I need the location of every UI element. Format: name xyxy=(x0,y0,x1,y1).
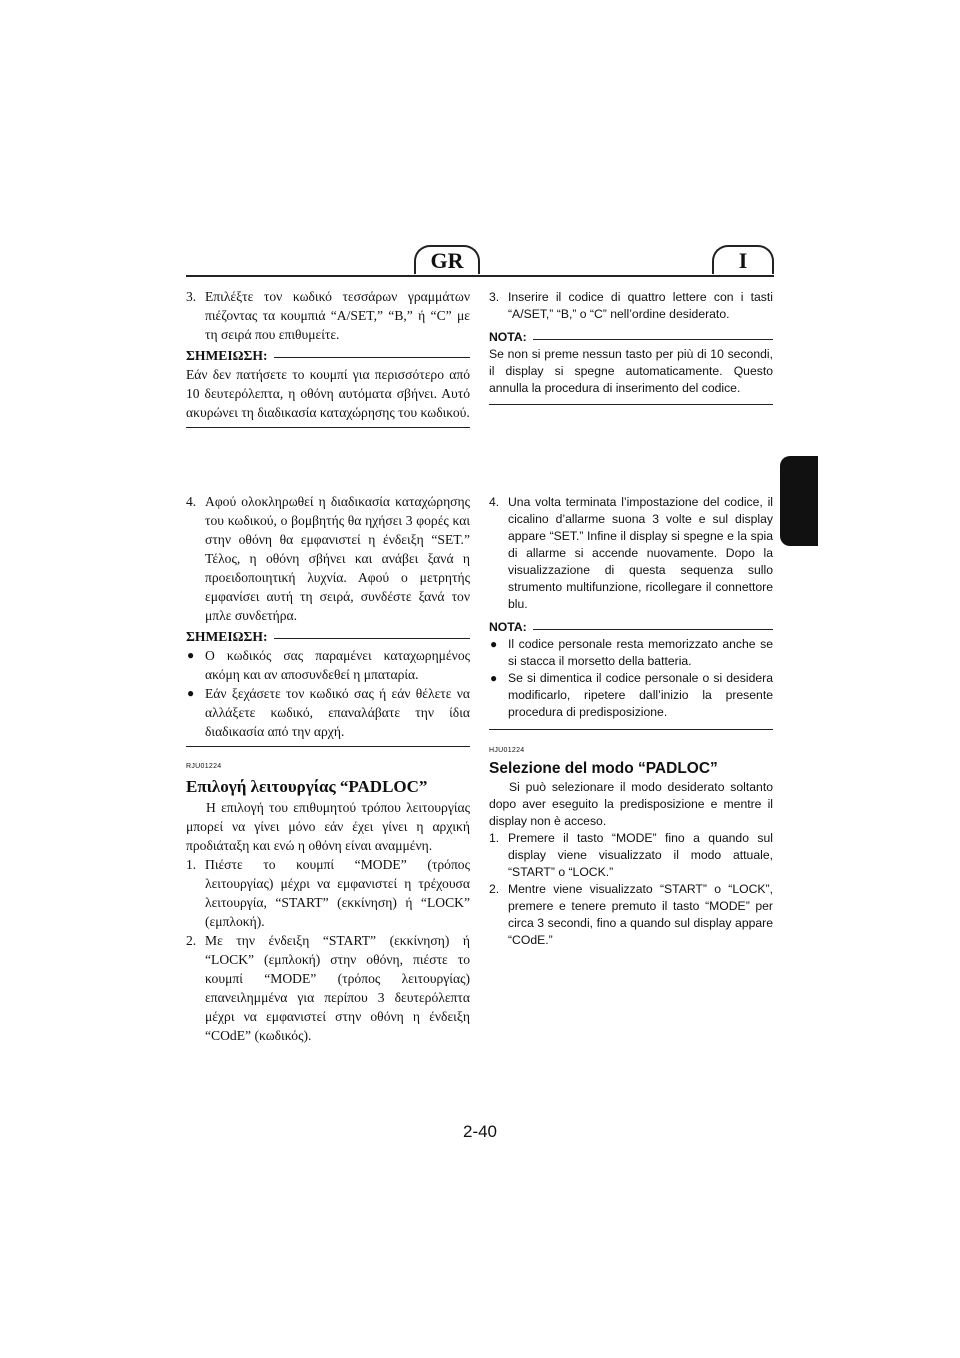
gr-mode-step: 2. Με την ένδειξη “START” (εκκίνηση) ή “LOCK” (εμπλοκή) στην οθόνη, πιέστε το κουμπί “MODE” (τρόπος λειτουργίας) επανειλημμένα για περίπου 3 δευτερόλεπτα μέχρι να εμφανιστεί στην οθόνη η ένδειξη “COdE” (κωδικός). xyxy=(186,933,470,1043)
gr-section-intro: Η επιλογή του επιθυμητού τρόπου λειτουργίας μπορεί να γίνει μόνο εάν έχει γίνει η αρχική προδιάταξη και ενώ η οθόνη είναι αναμμένη. xyxy=(186,800,470,853)
bullet-icon: ● xyxy=(187,686,195,700)
gr-note2-item: ● Εάν ξεχάσετε τον κωδικό σας ή εάν θέλετε να αλλάξετε κωδικό, επαναλάβατε την ίδια διαδικασία από την αρχή. xyxy=(187,686,470,739)
gr-note2-item: ● Ο κωδικός σας παραμένει καταχωρημένος ακόμη και αν αποσυνδεθεί η μπαταρία. xyxy=(187,648,470,682)
language-badge-it: I xyxy=(712,245,774,274)
it-note2-item: ● Il codice personale resta memorizzato anche se si stacca il morsetto della batteria. xyxy=(490,637,773,668)
header-rule xyxy=(186,275,774,277)
gr-section-title: Επιλογή λειτουργίας “PADLOC” xyxy=(186,777,428,796)
gr-note2-heading: ΣΗΜΕΙΩΣΗ: xyxy=(186,627,470,646)
bullet-icon: ● xyxy=(187,648,195,662)
page-number: 2-40 xyxy=(462,1122,498,1141)
bullet-icon: ● xyxy=(490,637,498,651)
it-section-title: Selezione del modo “PADLOC” xyxy=(489,760,718,777)
it-mode-step: 1. Premere il tasto “MODE” fino a quando sul display viene visualizzato il modo attuale, “START” o “LOCK.” xyxy=(489,831,773,879)
it-note2-heading: NOTA: xyxy=(489,619,773,636)
gr-lower-block xyxy=(186,492,470,1045)
it-section-code: HJU01224 xyxy=(489,747,525,754)
it-lower-block xyxy=(489,494,773,949)
it-note2-item: ● Se si dimentica il codice personale o si desidera modificarlo, ripetere dall’inizio la presente procedura di predisposizione. xyxy=(490,671,773,719)
it-top-block xyxy=(489,289,773,405)
it-section-intro: Si può selezionare il modo desiderato soltanto dopo aver eseguito la predisposizione e mentre il display non è acceso. xyxy=(489,780,773,828)
language-badge-gr: GR xyxy=(414,245,480,274)
it-step-4: 4. Una volta terminata l’impostazione del codice, il cicalino d’allarme suona 3 volte e sul display appare “SET.” Infine il display si spegne e la spia di allarme si accende nuovamente. Dopo la visualizzazione di questa sequenza sullo strumento multifunzione, ricollegare il connettore blu. xyxy=(489,495,773,611)
gr-top-block xyxy=(186,287,470,428)
gr-section-code: RJU01224 xyxy=(186,763,222,770)
it-mode-step: 2. Mentre viene visualizzato “START” o “LOCK”, premere e tenere premuto il tasto “MODE” per circa 3 secondi, fino a quando sul display appare “COdE.” xyxy=(489,882,773,947)
gr-step-4: 4. Αφού ολοκληρωθεί η διαδικασία καταχώρησης του κωδικού, ο βομβητής θα ηχήσει 3 φορές και στην οθόνη θα εμφανιστεί η ένδειξη “SET.” Τέλος, η οθόνη σβήνει και ανάβει ξανά η προειδοποιητική λυχνία. Αφού ο μετρητής εμφανίσει αυτή τη σειρά, συνδέστε ξανά τον μπλε συνδετήρα. xyxy=(186,494,470,623)
it-step-3: 3. Inserire il codice di quattro lettere con i tasti “A/SET,” “B,” o “C” nell’ordine desiderato. xyxy=(489,290,773,321)
it-note-heading: NOTA: xyxy=(489,329,773,346)
chapter-side-tab xyxy=(780,456,818,546)
gr-note-end-rule xyxy=(186,427,470,428)
it-note-end-rule xyxy=(489,404,773,405)
gr-note-heading: ΣΗΜΕΙΩΣΗ: xyxy=(186,346,470,365)
it-note2-end-rule xyxy=(489,729,773,730)
gr-mode-step: 1. Πιέστε το κουμπί “MODE” (τρόπος λειτουργίας) μέχρι να εμφανιστεί η τρέχουσα λειτουργία, “START” (εκκίνηση) ή “LOCK” (εμπλοκή). xyxy=(186,857,470,929)
it-note-text: Se non si preme nessun tasto per più di 10 secondi, il display si spegne automaticamente. Questo annulla la procedura di inserimento del codice. xyxy=(489,347,773,395)
gr-note-text: Εάν δεν πατήσετε το κουμπί για περισσότερο από 10 δευτερόλεπτα, η οθόνη αυτόματα σβήνει. Αυτό ακυρώνει τη διαδικασία καταχώρησης του κωδικού. xyxy=(186,367,470,420)
gr-note2-end-rule xyxy=(186,746,470,747)
bullet-icon: ● xyxy=(490,671,498,685)
gr-step-3: 3. Επιλέξτε τον κωδικό τεσσάρων γραμμάτων πιέζοντας τα κουμπιά “A/SET,” “B,” ή “C” με τη σειρά που επιθυμείτε. xyxy=(186,289,470,342)
